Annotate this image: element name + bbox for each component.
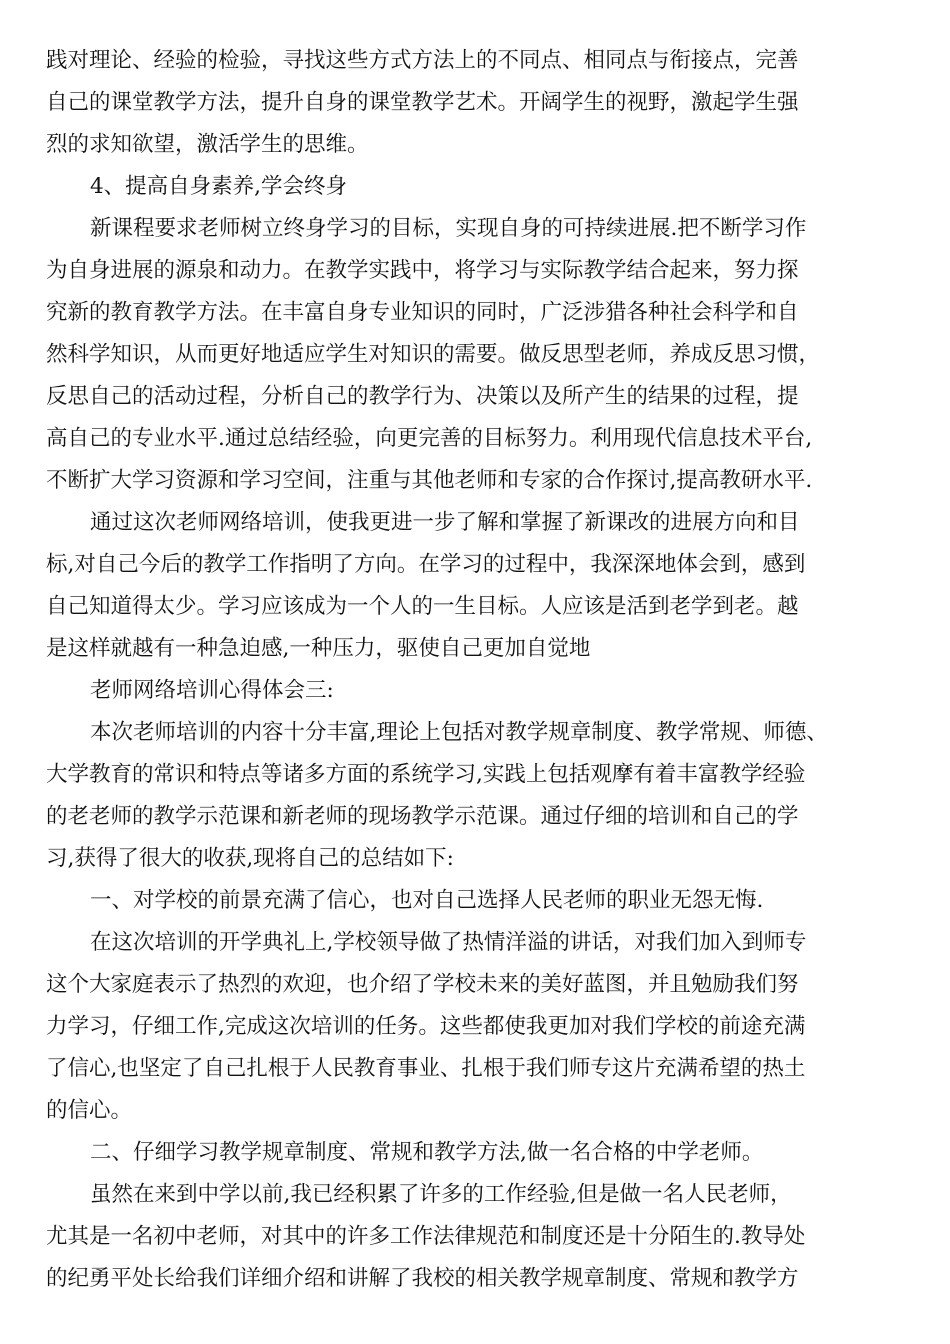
text-line: 自己知道得太少。学习应该成为一个人的一生目标。人应该是活到老学到老。越 xyxy=(46,594,799,619)
text-line: 高自己的专业水平.通过总结经验，向更完善的目标努力。利用现代信息技术平台, xyxy=(46,426,813,451)
text-line: 然科学知识，从而更好地适应学生对知识的需要。做反思型老师，养成反思习惯， xyxy=(46,342,821,367)
text-line: 不断扩大学习资源和学习空间，注重与其他老师和专家的合作探讨,提高教研水平. xyxy=(46,468,813,493)
text-line: 为自身进展的源泉和动力。在教学实践中，将学习与实际教学结合起来，努力探 xyxy=(46,258,799,283)
text-line: 的纪勇平处长给我们详细介绍和讲解了我校的相关教学规章制度、常规和教学方 xyxy=(46,1266,799,1291)
section-heading: 一、对学校的前景充满了信心，也对自己选择人民老师的职业无怨无悔. xyxy=(90,888,764,913)
text-line: 尤其是一名初中老师，对其中的许多工作法律规范和制度还是十分陌生的.教导处 xyxy=(46,1224,806,1249)
text-line: 在这次培训的开学典礼上,学校领导做了热情洋溢的讲话，对我们加入到师专 xyxy=(90,930,807,955)
text-line: 烈的求知欲望，激活学生的思维。 xyxy=(46,132,369,157)
text-line: 通过这次老师网络培训，使我更进一步了解和掌握了新课改的进展方向和目 xyxy=(90,510,800,535)
text-line: 大学教育的常识和特点等诸多方面的系统学习,实践上包括观摩有着丰富教学经验 xyxy=(46,762,806,787)
section-heading: 4、提高自身素养,学会终身 xyxy=(90,174,348,199)
text-line: 反思自己的活动过程，分析自己的教学行为、决策以及所产生的结果的过程，提 xyxy=(46,384,799,409)
text-line: 本次老师培训的内容十分丰富,理论上包括对教学规章制度、教学常规、师德、 xyxy=(90,720,828,745)
text-line: 新课程要求老师树立终身学习的目标，实现自身的可持续进展.把不断学习作 xyxy=(90,216,807,241)
text-line: 践对理论、经验的检验，寻找这些方式方法上的不同点、相同点与衔接点，完善 xyxy=(46,48,799,73)
text-line: 标,对自己今后的教学工作指明了方向。在学习的过程中，我深深地体会到，感到 xyxy=(46,552,806,577)
section-heading: 老师网络培训心得体会三: xyxy=(90,678,334,703)
text-line: 虽然在来到中学以前,我已经积累了许多的工作经验,但是做一名人民老师， xyxy=(90,1182,792,1207)
text-line: 究新的教育教学方法。在丰富自身专业知识的同时，广泛涉猎各种社会科学和自 xyxy=(46,300,799,325)
text-line: 了信心,也坚定了自己扎根于人民教育事业、扎根于我们师专这片充满希望的热土 xyxy=(46,1056,806,1081)
text-line: 是这样就越有一种急迫感,一种压力，驱使自己更加自觉地 xyxy=(46,636,591,661)
text-line: 习,获得了很大的收获,现将自己的总结如下: xyxy=(46,846,454,871)
text-line: 的信心。 xyxy=(46,1098,133,1123)
text-line: 的老老师的教学示范课和新老师的现场教学示范课。通过仔细的培训和自己的学 xyxy=(46,804,799,829)
section-heading: 二、仔细学习教学规章制度、常规和教学方法,做一名合格的中学老师。 xyxy=(90,1140,764,1165)
text-line: 自己的课堂教学方法，提升自身的课堂教学艺术。开阔学生的视野，激起学生强 xyxy=(46,90,799,115)
text-line: 力学习，仔细工作,完成这次培训的任务。这些都使我更加对我们学校的前途充满 xyxy=(46,1014,806,1039)
text-line: 这个大家庭表示了热烈的欢迎，也介绍了学校未来的美好蓝图，并且勉励我们努 xyxy=(46,972,799,997)
